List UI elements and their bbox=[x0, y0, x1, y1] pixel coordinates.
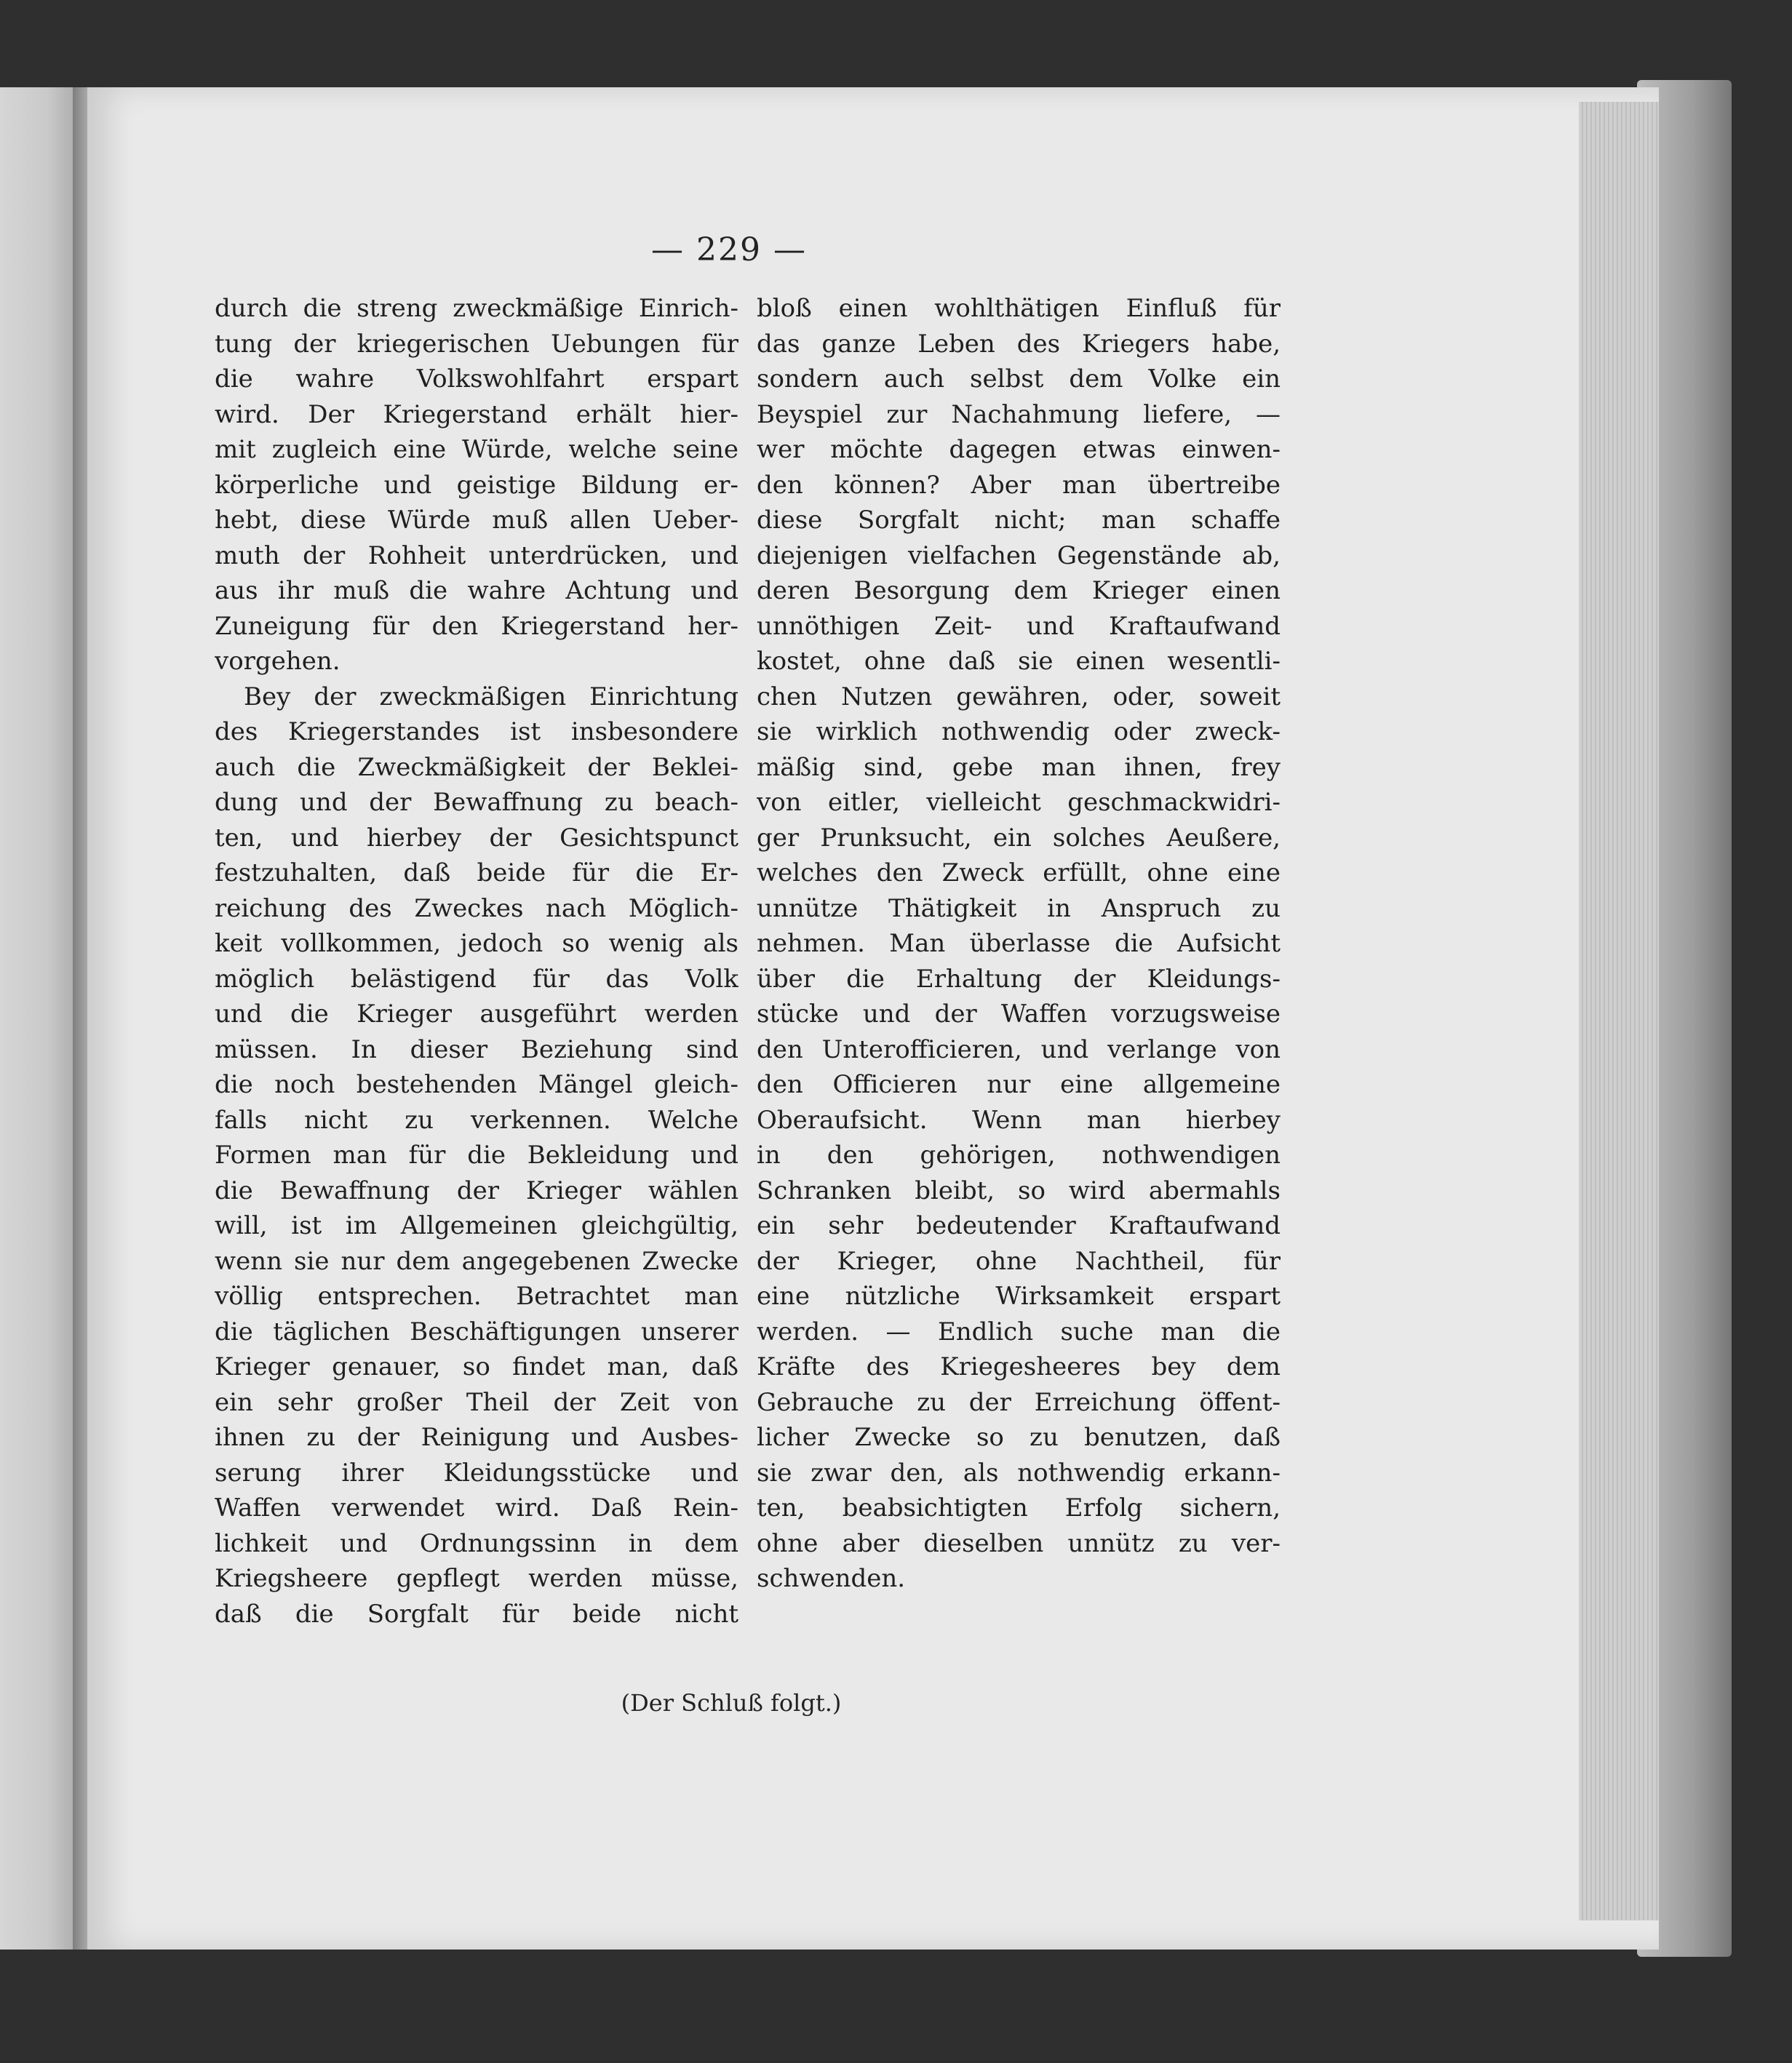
text-line: ein sehr großer Theil der Zeit von bbox=[215, 1387, 738, 1417]
text-line: den Officieren nur eine allgemeine bbox=[757, 1070, 1281, 1099]
text-line: falls nicht zu verkennen. Welche bbox=[215, 1105, 738, 1135]
text-line: möglich belästigend für das Volk bbox=[215, 964, 738, 994]
text-line: aus ihr muß die wahre Achtung und bbox=[215, 576, 738, 605]
text-line: diejenigen vielfachen Gegenstände ab, bbox=[757, 540, 1281, 570]
text-line: werden. — Endlich suche man die bbox=[757, 1317, 1281, 1346]
text-line: die wahre Volkswohlfahrt erspart bbox=[215, 364, 738, 394]
text-line: licher Zwecke so zu benutzen, daß bbox=[757, 1423, 1281, 1452]
text-line: dung und der Bewaffnung zu beach- bbox=[215, 788, 738, 817]
text-line: Waffen verwendet wird. Daß Rein- bbox=[215, 1493, 738, 1523]
text-line: in den gehörigen, nothwendigen bbox=[757, 1141, 1281, 1170]
left-page-edge bbox=[0, 87, 80, 1950]
text-line: von eitler, vielleicht geschmackwidri- bbox=[757, 788, 1281, 817]
text-line: ihnen zu der Reinigung und Ausbes- bbox=[215, 1423, 738, 1452]
right-text-column bbox=[757, 291, 1281, 1597]
text-line: bloß einen wohlthätigen Einfluß für bbox=[757, 294, 1281, 323]
text-line: und die Krieger ausgeführt werden bbox=[215, 999, 738, 1029]
text-line: über die Erhaltung der Kleidungs- bbox=[757, 964, 1281, 994]
text-line: unnütze Thätigkeit in Anspruch zu bbox=[757, 893, 1281, 923]
text-line: sondern auch selbst dem Volke ein bbox=[757, 364, 1281, 394]
text-line: stücke und der Waffen vorzugsweise bbox=[757, 999, 1281, 1029]
text-line: mit zugleich eine Würde, welche seine bbox=[215, 435, 738, 464]
text-line: Formen man für die Bekleidung und bbox=[215, 1141, 738, 1170]
text-line: des Kriegerstandes ist insbesondere bbox=[215, 717, 738, 746]
text-line: Bey der zweckmäßigen Einrichtung bbox=[244, 682, 738, 711]
text-line: schwenden. bbox=[757, 1564, 906, 1593]
text-line: das ganze Leben des Kriegers habe, bbox=[757, 329, 1281, 359]
text-line: sie zwar den, als nothwendig erkann- bbox=[757, 1458, 1281, 1488]
page-number: — 229 — bbox=[651, 231, 807, 268]
left-text-column bbox=[215, 291, 738, 1632]
text-line: müssen. In dieser Beziehung sind bbox=[215, 1034, 738, 1064]
continuation-note: (Der Schluß folgt.) bbox=[621, 1689, 842, 1717]
text-line: will, ist im Allgemeinen gleichgültig, bbox=[215, 1211, 738, 1240]
text-line: körperliche und geistige Bildung er- bbox=[215, 470, 738, 500]
text-line: auch die Zweckmäßigkeit der Beklei- bbox=[215, 752, 738, 782]
text-line: tung der kriegerischen Uebungen für bbox=[215, 329, 738, 359]
text-line: völlig entsprechen. Betrachtet man bbox=[215, 1282, 738, 1311]
text-line: Oberaufsicht. Wenn man hierbey bbox=[757, 1105, 1281, 1135]
text-line: unnöthigen Zeit- und Kraftaufwand bbox=[757, 611, 1281, 641]
text-line: reichung des Zweckes nach Möglich- bbox=[215, 893, 738, 923]
text-line: wird. Der Kriegerstand erhält hier- bbox=[215, 399, 738, 429]
page-stack-edges bbox=[1579, 102, 1659, 1920]
text-line: hebt, diese Würde muß allen Ueber- bbox=[215, 506, 738, 535]
text-line: daß die Sorgfalt für beide nicht bbox=[215, 1599, 738, 1629]
text-line: chen Nutzen gewähren, oder, soweit bbox=[757, 682, 1281, 711]
text-line: sie wirklich nothwendig oder zweck- bbox=[757, 717, 1281, 746]
text-line: ger Prunksucht, ein solches Aeußere, bbox=[757, 823, 1281, 853]
text-line: lichkeit und Ordnungssinn in dem bbox=[215, 1528, 738, 1558]
text-line: vorgehen. bbox=[215, 647, 341, 676]
text-line: festzuhalten, daß beide für die Er- bbox=[215, 858, 738, 887]
text-line: der Krieger, ohne Nachtheil, für bbox=[757, 1246, 1281, 1276]
text-line: Krieger genauer, so findet man, daß bbox=[215, 1352, 738, 1381]
text-line: ein sehr bedeutender Kraftaufwand bbox=[757, 1211, 1281, 1240]
text-line: Schranken bleibt, so wird abermahls bbox=[757, 1176, 1281, 1205]
text-line: serung ihrer Kleidungsstücke und bbox=[215, 1458, 738, 1488]
text-line: muth der Rohheit unterdrücken, und bbox=[215, 540, 738, 570]
text-line: die noch bestehenden Mängel gleich- bbox=[215, 1070, 738, 1099]
text-line: eine nützliche Wirksamkeit erspart bbox=[757, 1282, 1281, 1311]
text-line: mäßig sind, gebe man ihnen, frey bbox=[757, 752, 1281, 782]
text-line: die täglichen Beschäftigungen unserer bbox=[215, 1317, 738, 1346]
text-line: Kriegsheere gepflegt werden müsse, bbox=[215, 1564, 738, 1593]
text-line: ten, beabsichtigten Erfolg sichern, bbox=[757, 1493, 1281, 1523]
text-line: wer möchte dagegen etwas einwen- bbox=[757, 435, 1281, 464]
text-line: nehmen. Man überlasse die Aufsicht bbox=[757, 929, 1281, 958]
text-line: den Unterofficieren, und verlange von bbox=[757, 1034, 1281, 1064]
text-line: Gebrauche zu der Erreichung öffent- bbox=[757, 1387, 1281, 1417]
text-line: kostet, ohne daß sie einen wesentli- bbox=[757, 647, 1281, 676]
text-line: durch die streng zweckmäßige Einrich- bbox=[215, 294, 738, 323]
text-line: ohne aber dieselben unnütz zu ver- bbox=[757, 1528, 1281, 1558]
text-line: welches den Zweck erfüllt, ohne eine bbox=[757, 858, 1281, 887]
text-line: Kräfte des Kriegesheeres bey dem bbox=[757, 1352, 1281, 1381]
text-line: ten, und hierbey der Gesichtspunct bbox=[215, 823, 738, 853]
text-line: keit vollkommen, jedoch so wenig als bbox=[215, 929, 738, 958]
text-line: deren Besorgung dem Krieger einen bbox=[757, 576, 1281, 605]
text-line: diese Sorgfalt nicht; man schaffe bbox=[757, 506, 1281, 535]
text-line: wenn sie nur dem angegebenen Zwecke bbox=[215, 1246, 738, 1276]
text-line: Zuneigung für den Kriegerstand her- bbox=[215, 611, 738, 641]
text-line: den können? Aber man übertreibe bbox=[757, 470, 1281, 500]
text-line: Beyspiel zur Nachahmung liefere, — bbox=[757, 399, 1281, 429]
text-line: die Bewaffnung der Krieger wählen bbox=[215, 1176, 738, 1205]
